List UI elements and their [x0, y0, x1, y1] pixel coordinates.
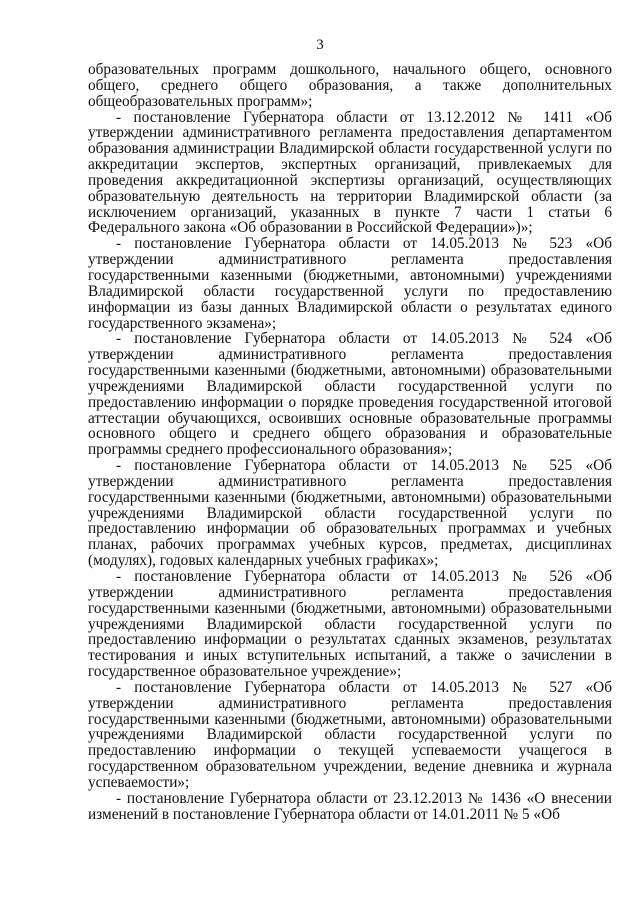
list-item-decree-527: - постановление Губернатора области от 14.05.2013 № 527 «Об утверждении административного регламента предоставления государственными казенными (бюджетными, автономными) образовательными учреждениями Владимирской области государственной услуги по предоставлению информации о текущей успеваемости учащегося в государственном образовательном учреждении, ведение дневника и журнала успеваемости»; — [88, 678, 612, 791]
list-item-decree-523: - постановление Губернатора области от 14.05.2013 № 523 «Об утверждении административного регламента предоставления государственными казенными (бюджетными, автономными) учреждениями Владимирской области государственной услуги по предоставлению информации из базы данных Владимирской области о результатах единого государственного экзамена»; — [88, 235, 612, 332]
paragraph-continuation: образовательных программ дошкольного, начального общего, основного общего, среднего общего образования, а также дополнительных общеобразовательных программ»; — [88, 61, 612, 110]
document-body — [88, 62, 612, 823]
list-item-decree-525: - постановление Губернатора области от 14.05.2013 № 525 «Об утверждении административного регламента предоставления государственными казенными (бюджетными, автономными) образовательными учреждениями Владимирской области государственной услуги по предоставлению информации об образовательных программах и учебных планах, рабочих программах учебных курсов, предметах, дисциплинах (модулях), годовых календарных учебных графиках»; — [88, 457, 612, 570]
list-item-decree-1411: - постановление Губернатора области от 13.12.2012 № 1411 «Об утверждении административного регламента предоставления департаментом образования администрации Владимирской области государственной услуги по аккредитации экспертов, экспертных организаций, привлекаемых для проведения аккредитационной экспертизы организаций, осуществляющих образовательную деятельность на территории Владимирской области (за исключением организаций, указанных в пункте 7 части 1 статьи 6 Федерального закона «Об образовании в Российской Федерации»)»; — [88, 108, 612, 237]
page-number: 3 — [316, 37, 324, 53]
list-item-decree-526: - постановление Губернатора области от 14.05.2013 № 526 «Об утверждении административного регламента предоставления государственными казенными (бюджетными, автономными) образовательными учреждениями Владимирской области государственной услуги по предоставлению информации о результатах сданных экзаменов, результатах тестирования и иных вступительных испытаний, а также о зачислении в государственное образовательное учреждение»; — [88, 568, 612, 681]
list-item-decree-1436: - постановление Губернатора области от 23.12.2013 № 1436 «О внесении изменений в постановление Губернатора области от 14.01.2011 № 5 «Об — [88, 789, 612, 823]
list-item-decree-524: - постановление Губернатора области от 14.05.2013 № 524 «Об утверждении административного регламента предоставления государственными казенными (бюджетными, автономными) образовательными учреждениями Владимирской области государственной услуги по предоставлению информации о порядке проведения государственной итоговой аттестации обучающихся, освоивших основные образовательные программы основного общего и среднего общего образования и образовательные программы среднего профессионального образования»; — [88, 330, 612, 459]
